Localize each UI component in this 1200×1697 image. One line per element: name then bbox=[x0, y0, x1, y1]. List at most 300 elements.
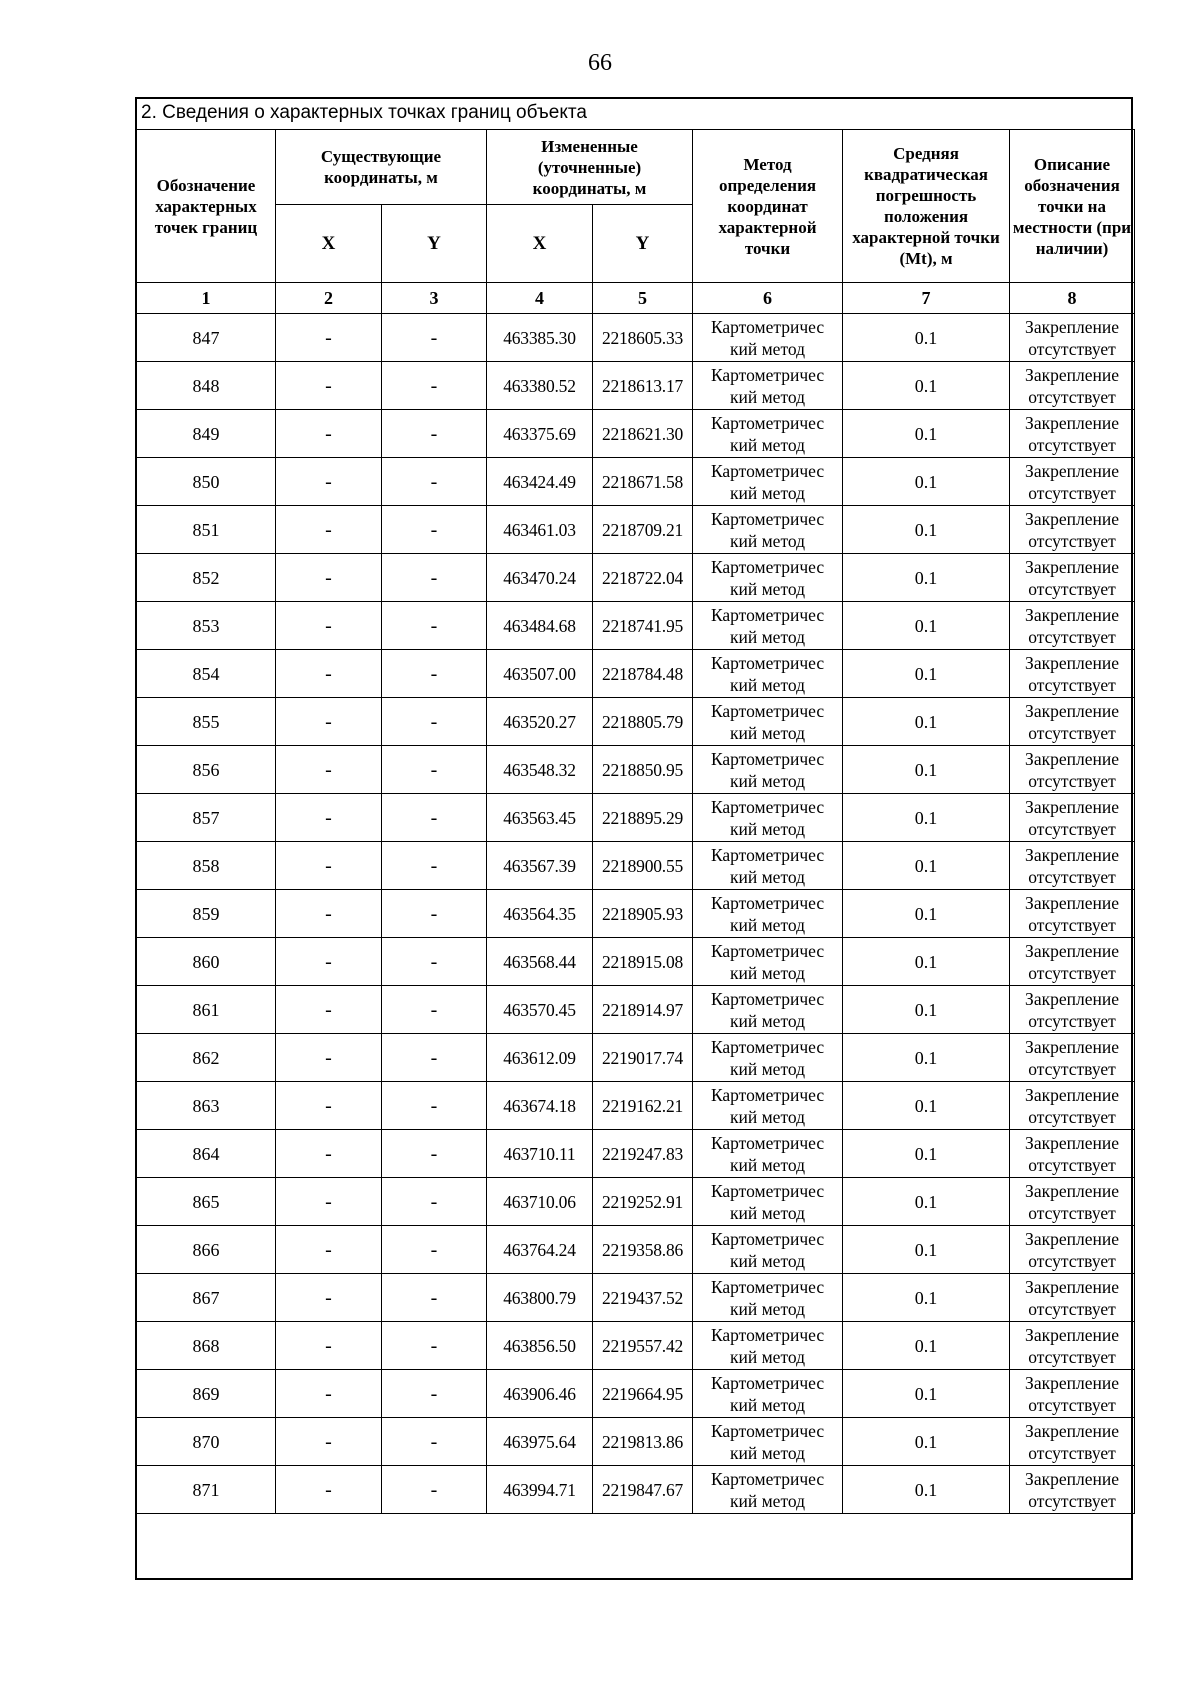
changed-x: 463710.11 bbox=[487, 1130, 593, 1178]
changed-x: 463424.49 bbox=[487, 458, 593, 506]
point-id: 864 bbox=[137, 1130, 276, 1178]
description-line: отсутствует bbox=[1028, 338, 1116, 359]
changed-y: 2218613.17 bbox=[593, 362, 693, 410]
existing-x: - bbox=[276, 698, 382, 746]
point-id: 849 bbox=[137, 410, 276, 458]
method-line: кий метод bbox=[730, 1106, 806, 1127]
description-cell bbox=[1010, 1418, 1135, 1466]
existing-y: - bbox=[382, 1418, 487, 1466]
method-line: Картометричес bbox=[710, 892, 825, 913]
existing-y: - bbox=[382, 746, 487, 794]
changed-x: 463563.45 bbox=[487, 794, 593, 842]
existing-x: - bbox=[276, 1466, 382, 1514]
description-line: Закрепление bbox=[1025, 1324, 1119, 1345]
table-row bbox=[137, 650, 1135, 698]
method-line: кий метод bbox=[730, 818, 806, 839]
changed-x: 463470.24 bbox=[487, 554, 593, 602]
method-line: Картометричес bbox=[710, 1420, 825, 1441]
changed-y: 2218722.04 bbox=[593, 554, 693, 602]
header-existing-y: Y bbox=[382, 205, 487, 283]
point-id: 848 bbox=[137, 362, 276, 410]
changed-y: 2218784.48 bbox=[593, 650, 693, 698]
section-title: 2. Сведения о характерных точках границ объекта bbox=[141, 102, 587, 123]
table-row bbox=[137, 1130, 1135, 1178]
existing-x: - bbox=[276, 1034, 382, 1082]
mean-error: 0.1 bbox=[843, 1418, 1010, 1466]
description-line: Закрепление bbox=[1025, 1036, 1119, 1057]
description-line: отсутствует bbox=[1028, 1058, 1116, 1079]
description-line: отсутствует bbox=[1028, 578, 1116, 599]
method-cell bbox=[693, 746, 843, 794]
method-line: кий метод bbox=[730, 1394, 806, 1415]
description-cell bbox=[1010, 698, 1135, 746]
existing-x: - bbox=[276, 1226, 382, 1274]
changed-x: 463570.45 bbox=[487, 986, 593, 1034]
description-line: Закрепление bbox=[1025, 1180, 1119, 1201]
table-row bbox=[137, 314, 1135, 362]
header-changed-y: Y bbox=[593, 205, 693, 283]
description-line: отсутствует bbox=[1028, 1298, 1116, 1319]
changed-x: 463567.39 bbox=[487, 842, 593, 890]
point-id: 853 bbox=[137, 602, 276, 650]
existing-y: - bbox=[382, 1226, 487, 1274]
description-line: Закрепление bbox=[1025, 364, 1119, 385]
table-row bbox=[137, 1034, 1135, 1082]
description-cell bbox=[1010, 650, 1135, 698]
existing-y: - bbox=[382, 554, 487, 602]
method-cell bbox=[693, 1370, 843, 1418]
point-id: 861 bbox=[137, 986, 276, 1034]
description-line: отсутствует bbox=[1028, 1010, 1116, 1031]
method-line: Картометричес bbox=[710, 364, 825, 385]
column-number: 6 bbox=[693, 283, 843, 314]
method-cell bbox=[693, 458, 843, 506]
existing-x: - bbox=[276, 410, 382, 458]
description-line: отсутствует bbox=[1028, 818, 1116, 839]
method-cell bbox=[693, 890, 843, 938]
table-row bbox=[137, 698, 1135, 746]
mean-error: 0.1 bbox=[843, 842, 1010, 890]
point-id: 847 bbox=[137, 314, 276, 362]
method-cell bbox=[693, 362, 843, 410]
changed-y: 2218850.95 bbox=[593, 746, 693, 794]
method-line: кий метод bbox=[730, 578, 806, 599]
table-row bbox=[137, 458, 1135, 506]
description-cell bbox=[1010, 1034, 1135, 1082]
description-line: отсутствует bbox=[1028, 674, 1116, 695]
description-line: отсутствует bbox=[1028, 722, 1116, 743]
method-line: кий метод bbox=[730, 674, 806, 695]
description-cell bbox=[1010, 986, 1135, 1034]
existing-y: - bbox=[382, 1034, 487, 1082]
changed-x: 463380.52 bbox=[487, 362, 593, 410]
table-row bbox=[137, 746, 1135, 794]
description-cell bbox=[1010, 506, 1135, 554]
method-line: Картометричес bbox=[710, 1468, 825, 1489]
description-cell bbox=[1010, 842, 1135, 890]
changed-y: 2219017.74 bbox=[593, 1034, 693, 1082]
method-line: Картометричес bbox=[710, 748, 825, 769]
table-row bbox=[137, 1226, 1135, 1274]
description-cell bbox=[1010, 794, 1135, 842]
method-line: кий метод bbox=[730, 914, 806, 935]
description-line: отсутствует bbox=[1028, 626, 1116, 647]
existing-y: - bbox=[382, 842, 487, 890]
method-line: кий метод bbox=[730, 434, 806, 455]
table-row bbox=[137, 1274, 1135, 1322]
existing-x: - bbox=[276, 1130, 382, 1178]
description-cell bbox=[1010, 1274, 1135, 1322]
mean-error: 0.1 bbox=[843, 1130, 1010, 1178]
existing-y: - bbox=[382, 794, 487, 842]
existing-y: - bbox=[382, 650, 487, 698]
table-row bbox=[137, 842, 1135, 890]
method-cell bbox=[693, 938, 843, 986]
changed-y: 2219664.95 bbox=[593, 1370, 693, 1418]
changed-y: 2218914.97 bbox=[593, 986, 693, 1034]
method-cell bbox=[693, 650, 843, 698]
description-line: отсутствует bbox=[1028, 770, 1116, 791]
description-cell bbox=[1010, 458, 1135, 506]
mean-error: 0.1 bbox=[843, 746, 1010, 794]
description-cell bbox=[1010, 1370, 1135, 1418]
existing-y: - bbox=[382, 506, 487, 554]
point-id: 869 bbox=[137, 1370, 276, 1418]
point-id: 852 bbox=[137, 554, 276, 602]
changed-y: 2218671.58 bbox=[593, 458, 693, 506]
method-cell bbox=[693, 506, 843, 554]
method-line: кий метод bbox=[730, 1490, 806, 1511]
header-changed-coordinates: Измененные (уточненные) координаты, м bbox=[487, 130, 693, 205]
method-line: кий метод bbox=[730, 530, 806, 551]
table-row bbox=[137, 1370, 1135, 1418]
method-line: Картометричес bbox=[710, 1180, 825, 1201]
description-line: Закрепление bbox=[1025, 844, 1119, 865]
existing-y: - bbox=[382, 1466, 487, 1514]
description-cell bbox=[1010, 602, 1135, 650]
method-line: Картометричес bbox=[710, 844, 825, 865]
description-line: отсутствует bbox=[1028, 530, 1116, 551]
header-description: Описание обозначения точки на местности (при наличии) bbox=[1010, 130, 1135, 283]
existing-x: - bbox=[276, 602, 382, 650]
existing-y: - bbox=[382, 362, 487, 410]
existing-x: - bbox=[276, 890, 382, 938]
changed-x: 463548.32 bbox=[487, 746, 593, 794]
existing-x: - bbox=[276, 1082, 382, 1130]
changed-x: 463375.69 bbox=[487, 410, 593, 458]
point-id: 860 bbox=[137, 938, 276, 986]
existing-x: - bbox=[276, 842, 382, 890]
description-line: Закрепление bbox=[1025, 508, 1119, 529]
description-line: Закрепление bbox=[1025, 892, 1119, 913]
changed-x: 463764.24 bbox=[487, 1226, 593, 1274]
description-line: отсутствует bbox=[1028, 962, 1116, 983]
changed-x: 463975.64 bbox=[487, 1418, 593, 1466]
mean-error: 0.1 bbox=[843, 458, 1010, 506]
method-line: кий метод bbox=[730, 1250, 806, 1271]
description-line: Закрепление bbox=[1025, 412, 1119, 433]
mean-error: 0.1 bbox=[843, 1322, 1010, 1370]
existing-x: - bbox=[276, 1418, 382, 1466]
description-line: отсутствует bbox=[1028, 914, 1116, 935]
header-method: Метод определения координат характерной точки bbox=[693, 130, 843, 283]
method-line: Картометричес bbox=[710, 1036, 825, 1057]
existing-y: - bbox=[382, 986, 487, 1034]
header-existing-coordinates: Существующие координаты, м bbox=[276, 130, 487, 205]
method-line: кий метод bbox=[730, 1298, 806, 1319]
column-number: 5 bbox=[593, 283, 693, 314]
changed-y: 2218605.33 bbox=[593, 314, 693, 362]
method-cell bbox=[693, 1082, 843, 1130]
method-cell bbox=[693, 1322, 843, 1370]
existing-x: - bbox=[276, 314, 382, 362]
coordinates-table bbox=[136, 129, 1135, 1514]
changed-y: 2218709.21 bbox=[593, 506, 693, 554]
column-number: 1 bbox=[137, 283, 276, 314]
description-line: отсутствует bbox=[1028, 1106, 1116, 1127]
point-id: 862 bbox=[137, 1034, 276, 1082]
column-number-row bbox=[137, 283, 1135, 314]
table-row bbox=[137, 986, 1135, 1034]
mean-error: 0.1 bbox=[843, 1370, 1010, 1418]
table-row bbox=[137, 890, 1135, 938]
method-cell bbox=[693, 410, 843, 458]
method-line: Картометричес bbox=[710, 796, 825, 817]
mean-error: 0.1 bbox=[843, 650, 1010, 698]
method-cell bbox=[693, 602, 843, 650]
column-number: 8 bbox=[1010, 283, 1135, 314]
changed-x: 463856.50 bbox=[487, 1322, 593, 1370]
existing-y: - bbox=[382, 410, 487, 458]
changed-x: 463906.46 bbox=[487, 1370, 593, 1418]
changed-x: 463612.09 bbox=[487, 1034, 593, 1082]
point-id: 858 bbox=[137, 842, 276, 890]
description-line: Закрепление bbox=[1025, 1132, 1119, 1153]
description-line: отсутствует bbox=[1028, 482, 1116, 503]
existing-y: - bbox=[382, 1130, 487, 1178]
method-line: Картометричес bbox=[710, 1228, 825, 1249]
changed-x: 463674.18 bbox=[487, 1082, 593, 1130]
table-row bbox=[137, 1322, 1135, 1370]
method-line: Картометричес bbox=[710, 1324, 825, 1345]
description-line: Закрепление bbox=[1025, 1468, 1119, 1489]
header-changed-x: X bbox=[487, 205, 593, 283]
description-line: Закрепление bbox=[1025, 796, 1119, 817]
method-line: Картометричес bbox=[710, 988, 825, 1009]
column-number: 7 bbox=[843, 283, 1010, 314]
existing-y: - bbox=[382, 890, 487, 938]
method-line: Картометричес bbox=[710, 1276, 825, 1297]
existing-y: - bbox=[382, 314, 487, 362]
table-body bbox=[137, 314, 1135, 1514]
method-line: Картометричес bbox=[710, 700, 825, 721]
description-line: Закрепление bbox=[1025, 1228, 1119, 1249]
method-line: Картометричес bbox=[710, 652, 825, 673]
mean-error: 0.1 bbox=[843, 890, 1010, 938]
method-cell bbox=[693, 314, 843, 362]
changed-x: 463568.44 bbox=[487, 938, 593, 986]
mean-error: 0.1 bbox=[843, 794, 1010, 842]
mean-error: 0.1 bbox=[843, 362, 1010, 410]
method-line: Картометричес bbox=[710, 316, 825, 337]
changed-y: 2219358.86 bbox=[593, 1226, 693, 1274]
existing-y: - bbox=[382, 698, 487, 746]
point-id: 868 bbox=[137, 1322, 276, 1370]
description-cell bbox=[1010, 1226, 1135, 1274]
method-line: кий метод bbox=[730, 962, 806, 983]
table-row bbox=[137, 602, 1135, 650]
mean-error: 0.1 bbox=[843, 602, 1010, 650]
description-cell bbox=[1010, 362, 1135, 410]
description-line: Закрепление bbox=[1025, 604, 1119, 625]
existing-y: - bbox=[382, 1322, 487, 1370]
method-cell bbox=[693, 698, 843, 746]
description-cell bbox=[1010, 314, 1135, 362]
changed-x: 463520.27 bbox=[487, 698, 593, 746]
changed-y: 2219557.42 bbox=[593, 1322, 693, 1370]
method-cell bbox=[693, 1226, 843, 1274]
column-number: 2 bbox=[276, 283, 382, 314]
document-frame bbox=[135, 97, 1133, 1580]
changed-y: 2219847.67 bbox=[593, 1466, 693, 1514]
point-id: 855 bbox=[137, 698, 276, 746]
description-line: Закрепление bbox=[1025, 940, 1119, 961]
method-line: кий метод bbox=[730, 1010, 806, 1031]
description-line: Закрепление bbox=[1025, 460, 1119, 481]
mean-error: 0.1 bbox=[843, 698, 1010, 746]
changed-y: 2218895.29 bbox=[593, 794, 693, 842]
method-cell bbox=[693, 1466, 843, 1514]
point-id: 865 bbox=[137, 1178, 276, 1226]
table-row bbox=[137, 1418, 1135, 1466]
existing-y: - bbox=[382, 458, 487, 506]
description-line: отсутствует bbox=[1028, 386, 1116, 407]
existing-y: - bbox=[382, 1178, 487, 1226]
table-row bbox=[137, 506, 1135, 554]
description-cell bbox=[1010, 1130, 1135, 1178]
changed-x: 463484.68 bbox=[487, 602, 593, 650]
method-line: Картометричес bbox=[710, 604, 825, 625]
mean-error: 0.1 bbox=[843, 1226, 1010, 1274]
method-cell bbox=[693, 1130, 843, 1178]
method-line: Картометричес bbox=[710, 508, 825, 529]
table-row bbox=[137, 1082, 1135, 1130]
method-line: Картометричес bbox=[710, 1084, 825, 1105]
point-id: 867 bbox=[137, 1274, 276, 1322]
existing-x: - bbox=[276, 1370, 382, 1418]
existing-x: - bbox=[276, 506, 382, 554]
method-cell bbox=[693, 554, 843, 602]
point-id: 851 bbox=[137, 506, 276, 554]
changed-x: 463461.03 bbox=[487, 506, 593, 554]
method-line: кий метод bbox=[730, 1202, 806, 1223]
description-line: Закрепление bbox=[1025, 1420, 1119, 1441]
description-cell bbox=[1010, 746, 1135, 794]
description-line: отсутствует bbox=[1028, 1250, 1116, 1271]
table-row bbox=[137, 1466, 1135, 1514]
column-number: 3 bbox=[382, 283, 487, 314]
method-line: кий метод bbox=[730, 1058, 806, 1079]
existing-x: - bbox=[276, 938, 382, 986]
table-row bbox=[137, 794, 1135, 842]
header-existing-x: X bbox=[276, 205, 382, 283]
description-cell bbox=[1010, 410, 1135, 458]
method-line: кий метод bbox=[730, 626, 806, 647]
point-id: 870 bbox=[137, 1418, 276, 1466]
changed-y: 2218905.93 bbox=[593, 890, 693, 938]
point-id: 863 bbox=[137, 1082, 276, 1130]
method-line: кий метод bbox=[730, 1442, 806, 1463]
table-row bbox=[137, 410, 1135, 458]
existing-x: - bbox=[276, 1322, 382, 1370]
method-line: кий метод bbox=[730, 1154, 806, 1175]
existing-x: - bbox=[276, 362, 382, 410]
changed-x: 463564.35 bbox=[487, 890, 593, 938]
changed-y: 2219252.91 bbox=[593, 1178, 693, 1226]
description-line: отсутствует bbox=[1028, 1394, 1116, 1415]
changed-y: 2218805.79 bbox=[593, 698, 693, 746]
mean-error: 0.1 bbox=[843, 1466, 1010, 1514]
description-cell bbox=[1010, 1178, 1135, 1226]
method-cell bbox=[693, 842, 843, 890]
description-line: отсутствует bbox=[1028, 1346, 1116, 1367]
changed-x: 463800.79 bbox=[487, 1274, 593, 1322]
description-line: Закрепление bbox=[1025, 652, 1119, 673]
method-line: Картометричес bbox=[710, 556, 825, 577]
method-line: кий метод bbox=[730, 722, 806, 743]
changed-x: 463507.00 bbox=[487, 650, 593, 698]
method-line: кий метод bbox=[730, 1346, 806, 1367]
header-mean-error: Средняя квадратическая погрешность положения характерной точки (Mt), м bbox=[843, 130, 1010, 283]
column-number: 4 bbox=[487, 283, 593, 314]
mean-error: 0.1 bbox=[843, 554, 1010, 602]
description-cell bbox=[1010, 938, 1135, 986]
description-line: Закрепление bbox=[1025, 1084, 1119, 1105]
changed-x: 463710.06 bbox=[487, 1178, 593, 1226]
changed-x: 463385.30 bbox=[487, 314, 593, 362]
point-id: 859 bbox=[137, 890, 276, 938]
description-line: отсутствует bbox=[1028, 1154, 1116, 1175]
description-line: Закрепление bbox=[1025, 988, 1119, 1009]
description-cell bbox=[1010, 1322, 1135, 1370]
point-id: 857 bbox=[137, 794, 276, 842]
point-id: 850 bbox=[137, 458, 276, 506]
mean-error: 0.1 bbox=[843, 506, 1010, 554]
table-row bbox=[137, 362, 1135, 410]
description-line: Закрепление bbox=[1025, 748, 1119, 769]
point-id: 866 bbox=[137, 1226, 276, 1274]
description-line: отсутствует bbox=[1028, 1442, 1116, 1463]
existing-x: - bbox=[276, 1274, 382, 1322]
mean-error: 0.1 bbox=[843, 1274, 1010, 1322]
method-line: кий метод bbox=[730, 386, 806, 407]
mean-error: 0.1 bbox=[843, 986, 1010, 1034]
existing-x: - bbox=[276, 458, 382, 506]
mean-error: 0.1 bbox=[843, 1082, 1010, 1130]
description-cell bbox=[1010, 554, 1135, 602]
existing-y: - bbox=[382, 1370, 487, 1418]
description-line: Закрепление bbox=[1025, 1372, 1119, 1393]
existing-x: - bbox=[276, 746, 382, 794]
description-line: отсутствует bbox=[1028, 1202, 1116, 1223]
method-cell bbox=[693, 1034, 843, 1082]
table-row bbox=[137, 938, 1135, 986]
method-line: Картометричес bbox=[710, 940, 825, 961]
changed-x: 463994.71 bbox=[487, 1466, 593, 1514]
method-line: Картометричес bbox=[710, 412, 825, 433]
changed-y: 2219162.21 bbox=[593, 1082, 693, 1130]
method-line: Картометричес bbox=[710, 460, 825, 481]
